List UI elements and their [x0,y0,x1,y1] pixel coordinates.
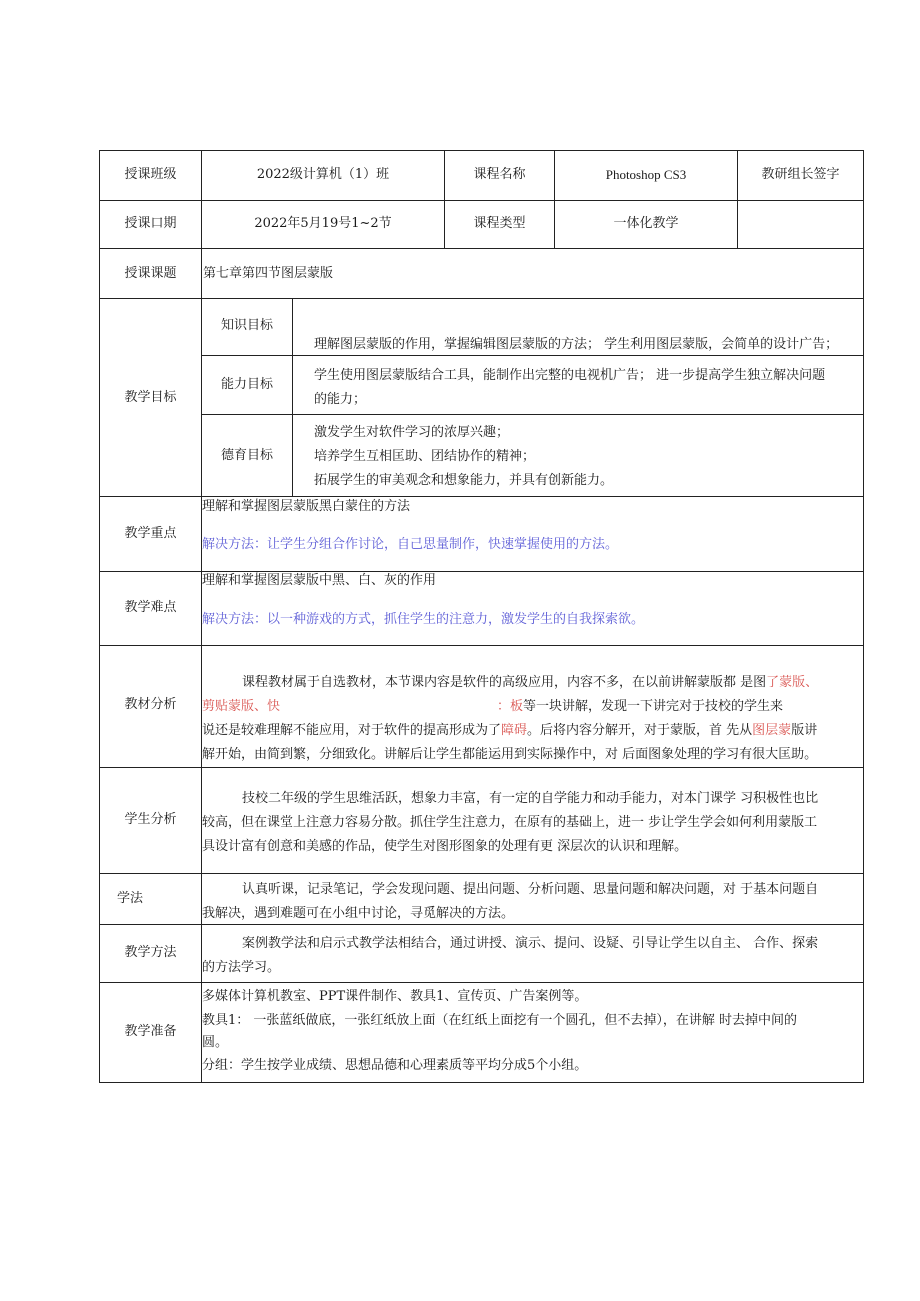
course-name-label: 课程名称 [473,167,526,182]
course-name-value: Photoshop CS3 [605,167,687,182]
material-line-2-fragment: ：板 [497,699,524,714]
material-line-2-text: 等一块讲解，发现一下讲完对于技校的学生来 [523,699,784,714]
topic-value: 第七章第四节图层蒙版 [203,266,334,281]
student-line-2: 较高，但在课堂上注意力容易分散。抓住学生注意力，在原有的基础上，进一 步让学生学会如何利用蒙版工 [202,815,818,830]
material-line-3-text-2: 。后将内容分解开，对于蒙版，首 先从 [527,723,753,738]
material-line-2 [202,695,280,719]
material-line-1 [242,671,818,695]
study-label: 学法 [116,891,143,906]
student-line-3: 具设计富有创意和美感的作品，使学生对图形图象的处理有更 深层次的认识和理解。 [202,839,688,854]
material-label: 教材分析 [124,697,177,712]
class-value: 2022级计算机（1）班 [256,167,390,182]
material-line-2-highlight: 剪贴蒙版、快 [202,699,281,714]
key-point-label: 教学重点 [124,526,177,541]
knowledge-text: 理解图层蒙版的作用，掌握编辑图层蒙版的方法； 学生利用图层蒙版，会简单的设计广告； [314,337,839,352]
topic-label: 授课课题 [124,266,177,281]
material-line-3-text-3: 版讲 [791,723,818,738]
study-line-2: 我解决，遇到难题可在小组中讨论，寻觅解决的方法。 [202,906,515,921]
prep-line-4: 分组：学生按学业成绩、思想品德和心理素质等平均分成5个小组。 [202,1058,588,1073]
ability-line-1: 学生使用图层蒙版结合工具，能制作出完整的电视机广告； 进一步提高学生独立解决问题 [314,368,826,383]
class-label: 授课班级 [124,167,177,182]
date-label: 授课口期 [124,216,177,231]
material-line-1-text: 课程教材属于自选教材，本节课内容是软件的高级应用，内容不多，在以前讲解蒙版都 是图 [242,675,767,690]
method-label: 教学方法 [124,945,177,960]
moral-line-3: 拓展学生的审美观念和想象能力，并具有创新能力。 [314,473,614,488]
material-line-1-highlight: 了蒙版、 [766,675,819,690]
difficulty-text: 理解和掌握图层蒙版中黑、白、灰的作用 [202,573,437,588]
student-label: 学生分析 [124,812,177,827]
signature-label: 教研组长签字 [761,167,840,182]
material-line-3 [202,719,817,743]
key-point-text: 理解和掌握图层蒙版黑白蒙住的方法 [202,499,411,514]
prep-label: 教学准备 [124,1024,177,1039]
method-line-2: 的方法学习。 [202,960,281,975]
ability-line-2: 的能力； [314,392,367,407]
course-type-label: 课程类型 [473,216,526,231]
prep-line-2: 教具1： 一张蓝纸做底，一张红纸放上面（在红纸上面挖有一个圆孔，但不去掉），在讲解 时去掉中间的 [202,1013,798,1028]
moral-label: 德育目标 [220,448,273,463]
key-point-solution: 解决方法：让学生分组合作讨论，自己思量制作，快速掌握使用的方法。 [202,537,619,552]
ability-label: 能力目标 [220,377,273,392]
course-type-value: 一体化教学 [613,216,679,231]
method-line-1: 案例教学法和启示式教学法相结合，通过讲授、演示、提问、设疑、引导让学生以自主、 合作、探索 [242,936,819,951]
study-line-1: 认真听课，记录笔记，学会发现问题、提出问题、分析问题、思量问题和解决问题，对 于基本问题自 [242,882,819,897]
material-line-3-text: 说还是较难理解不能应用，对于软件的提高形成为了 [202,723,502,738]
material-line-2b [497,695,783,719]
prep-line-1: 多媒体计算机教室、PPT课件制作、教具1、宣传页、广告案例等。 [202,989,588,1004]
material-line-4: 解开始，由简到繁，分细致化。讲解后让学生都能运用到实际操作中，对 后面图象处理的学习有很大匡助。 [202,747,818,762]
difficulty-solution: 解决方法：以一种游戏的方式，抓住学生的注意力，激发学生的自我探索欲。 [202,612,645,627]
date-value: 2022年5月19号1~2节 [254,216,392,231]
difficulty-label: 教学难点 [124,600,177,615]
moral-line-2: 培养学生互相匡助、团结协作的精神； [314,449,536,464]
objectives-label: 教学目标 [124,390,177,405]
student-line-1: 技校二年级的学生思维活跃，想象力丰富，有一定的自学能力和动手能力，对本门课学 习积极性也比 [242,791,819,806]
material-line-3-highlight-2: 图层蒙 [752,723,792,738]
moral-line-1: 激发学生对软件学习的浓厚兴趣； [314,425,510,440]
material-line-3-highlight-1: 障碍 [501,723,528,738]
knowledge-label: 知识目标 [220,318,273,333]
prep-line-3: 圆。 [202,1035,229,1050]
